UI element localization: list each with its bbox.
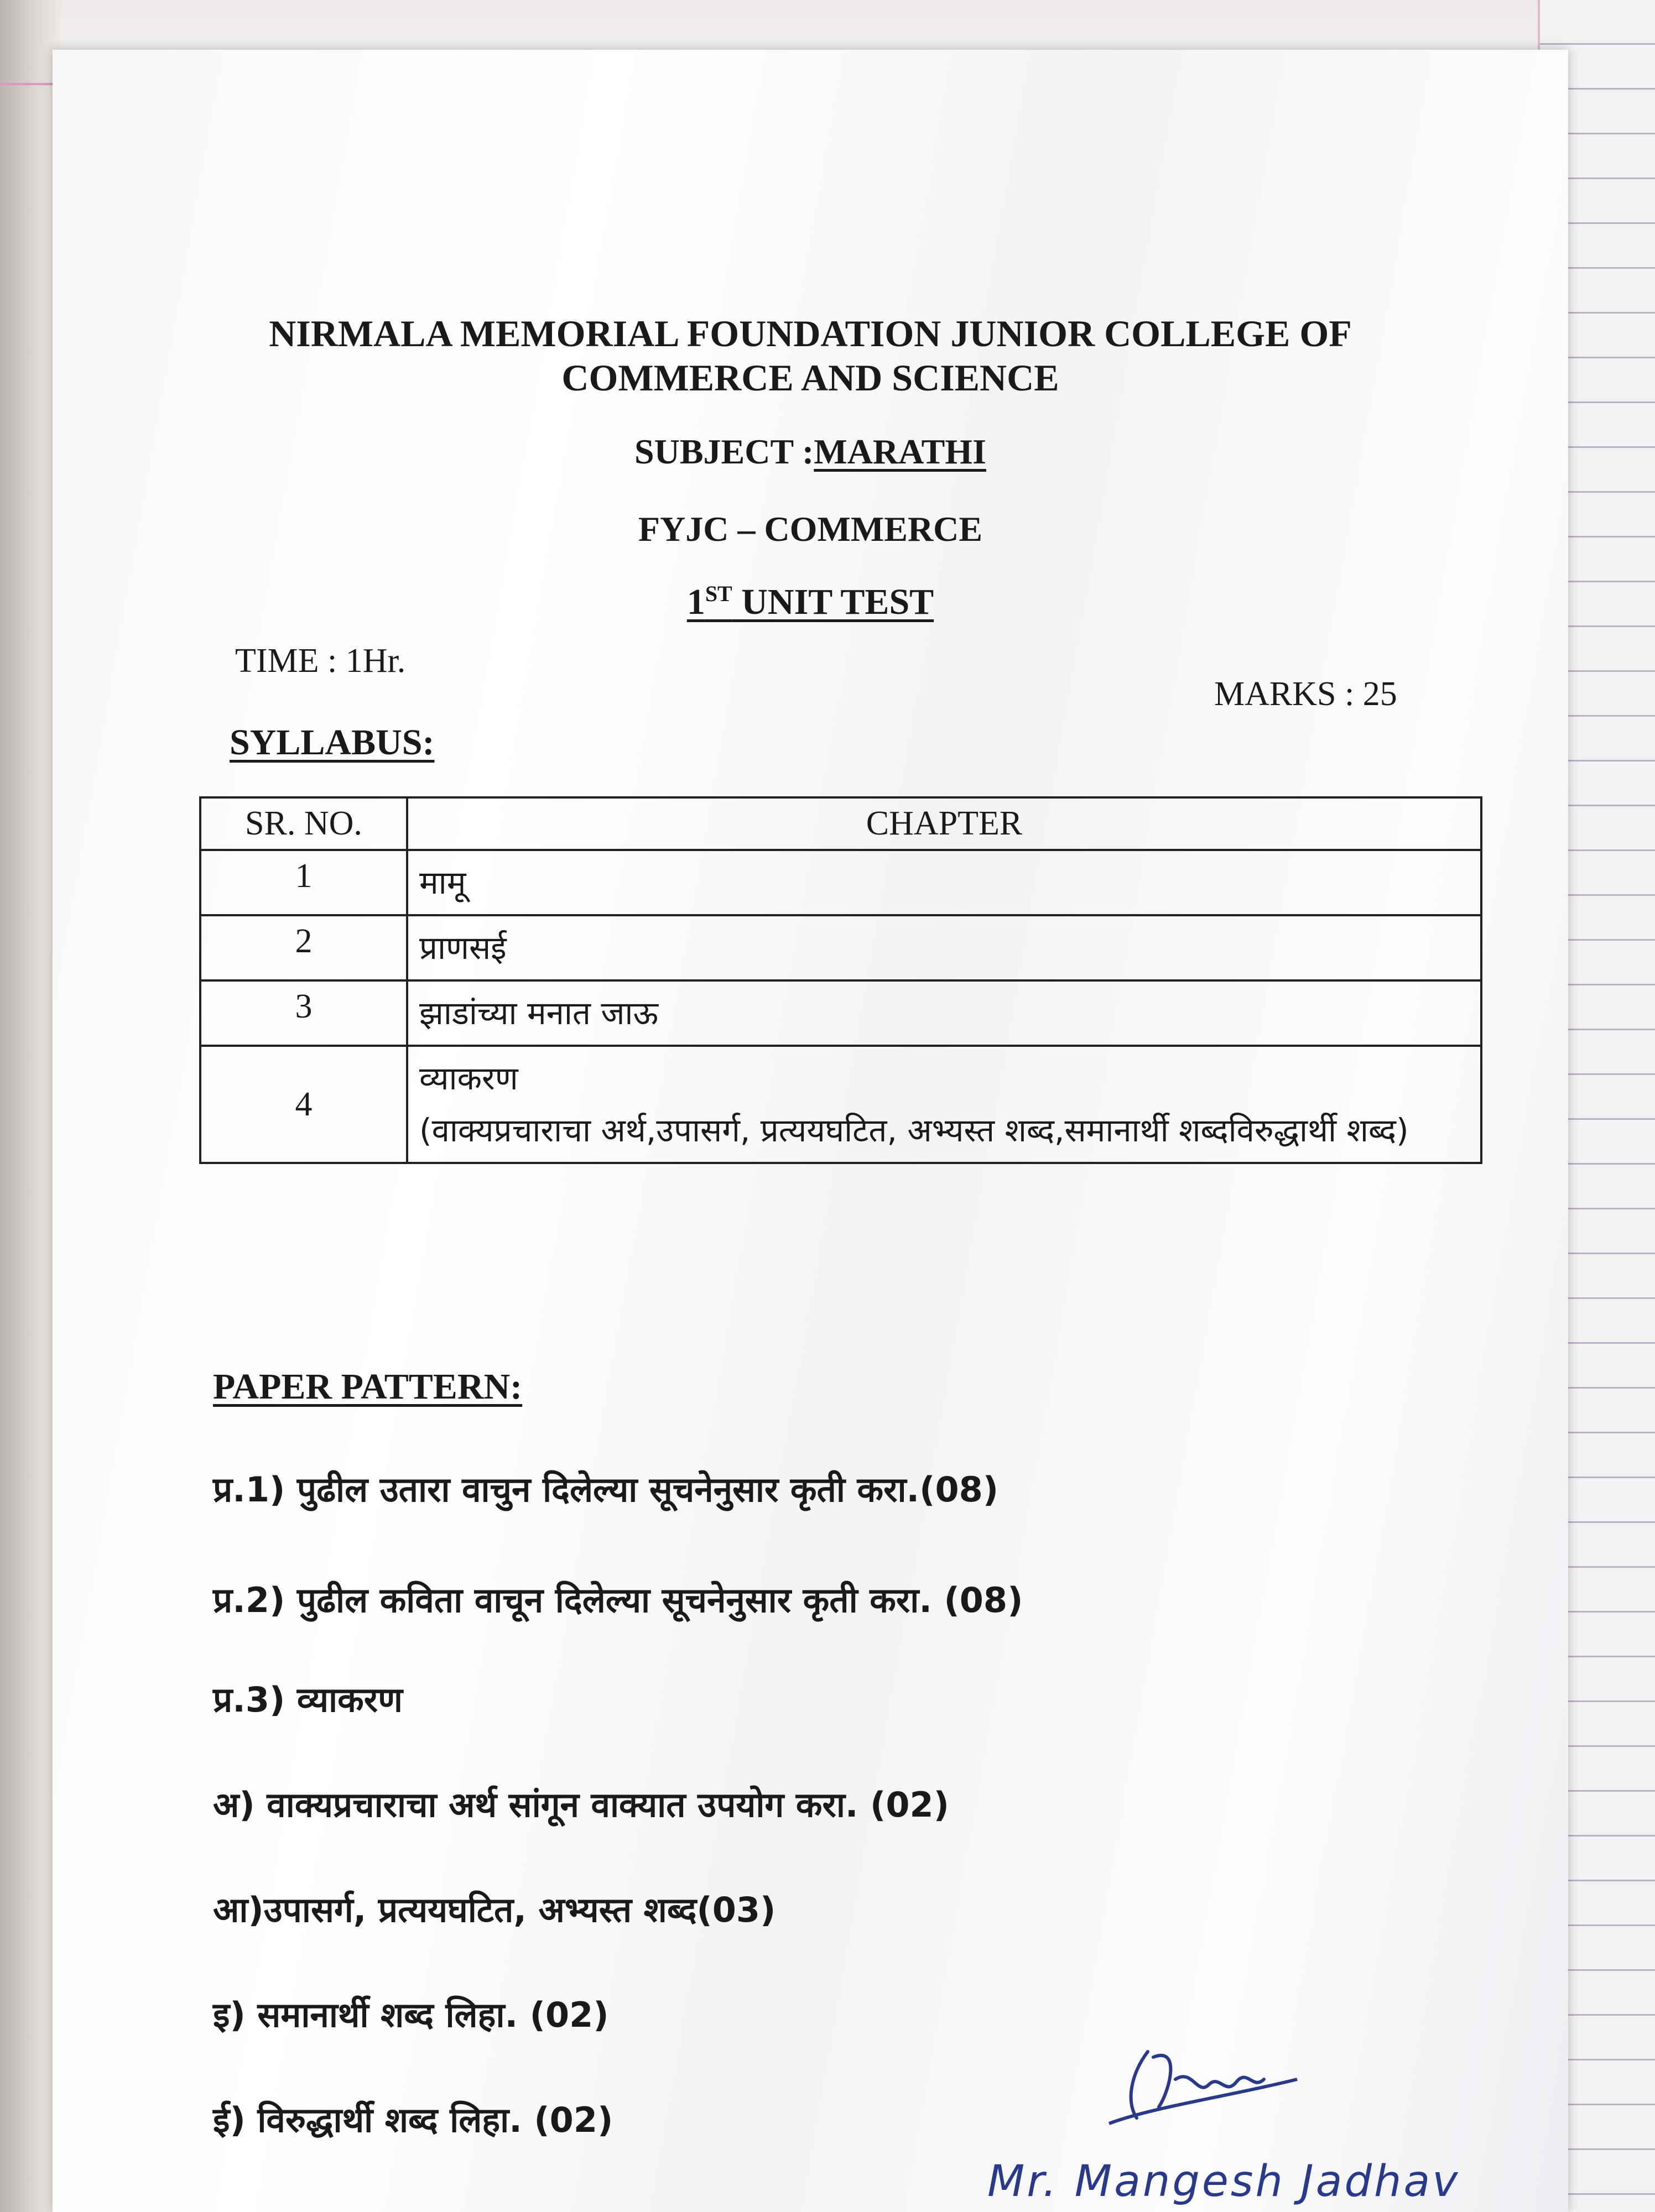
question-item: प्र.3) व्याकरण	[213, 1679, 403, 1720]
table-row	[200, 1046, 1481, 1163]
marks-label: MARKS : 25	[1214, 675, 1397, 713]
chapter-cell: झाडांच्या मनात जाऊ	[407, 980, 1481, 1046]
unit-test-title	[53, 581, 1568, 623]
question-item: अ) वाक्यप्रचाराचा अर्थ सांगून वाक्यात उपयोग करा. (02)	[213, 1785, 949, 1825]
unit-number: 1	[686, 582, 705, 622]
subject-line	[53, 431, 1568, 472]
column-header-chapter: CHAPTER	[407, 797, 1481, 850]
college-name-line1: NIRMALA MEMORIAL FOUNDATION JUNIOR COLLEGE OF	[269, 312, 1352, 354]
exam-paper-sheet	[53, 50, 1568, 2212]
subject-value: MARATHI	[814, 432, 986, 471]
college-name-line2: COMMERCE AND SCIENCE	[561, 357, 1059, 399]
class-line: FYJC – COMMERCE	[638, 509, 983, 549]
chapter-cell	[407, 1046, 1481, 1163]
chapter-detail: (वाक्यप्रचाराचा अर्थ,उपासर्ग, प्रत्ययघटित, अभ्यस्त शब्द,समानार्थी शब्दविरुद्धार्थी शब्द)	[419, 1112, 1409, 1149]
question-item: प्र.1) पुढील उतारा वाचुन दिलेल्या सूचनेनुसार कृती करा.(08)	[213, 1469, 999, 1510]
background-notebook-left	[0, 0, 61, 2212]
sr-no-cell: 3	[200, 980, 407, 1046]
syllabus-heading: SYLLABUS:	[230, 722, 435, 763]
sr-no-cell: 2	[200, 915, 407, 980]
table-row	[200, 850, 1481, 915]
column-header-sr-no: SR. NO.	[200, 797, 407, 850]
chapter-cell: मामू	[407, 850, 1481, 915]
table-header-row	[200, 797, 1481, 850]
question-item: ई) विरुद्धार्थी शब्द लिहा. (02)	[213, 2100, 613, 2140]
signature-name: Mr. Mangesh Jadhav	[987, 2157, 1460, 2206]
unit-superscript: ST	[705, 581, 732, 606]
sr-no-cell: 4	[200, 1046, 407, 1163]
sr-no-cell: 1	[200, 850, 407, 915]
question-item: इ) समानार्थी शब्द लिहा. (02)	[213, 1995, 609, 2035]
notebook-margin-line	[0, 83, 61, 85]
unit-text: UNIT TEST	[732, 582, 934, 622]
syllabus-table	[199, 796, 1482, 1164]
table-row	[200, 915, 1481, 980]
paper-pattern-heading: PAPER PATTERN:	[213, 1366, 523, 1407]
question-item: आ)उपासर्ग, प्रत्ययघटित, अभ्यस्त शब्द(03)	[213, 1890, 776, 1930]
chapter-title: व्याकरण	[419, 1060, 518, 1097]
time-label: TIME : 1Hr.	[235, 642, 406, 680]
question-item: प्र.2) पुढील कविता वाचून दिलेल्या सूचनेनुसार कृती करा. (08)	[213, 1580, 1023, 1620]
chapter-cell: प्राणसई	[407, 915, 1481, 980]
signature-scribble	[1087, 2030, 1319, 2140]
subject-label: SUBJECT :	[634, 432, 814, 471]
table-row	[200, 980, 1481, 1046]
